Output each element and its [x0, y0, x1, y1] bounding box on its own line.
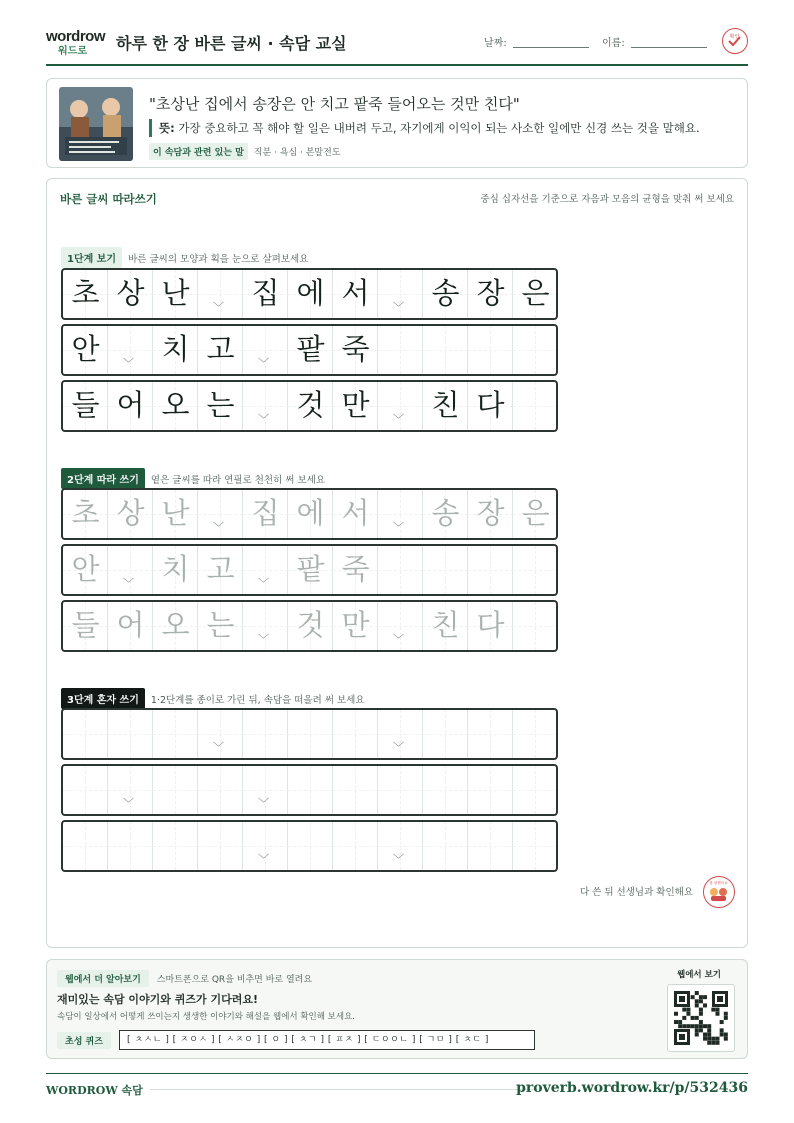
writing-cell[interactable] [153, 710, 198, 758]
writing-cell [513, 602, 558, 650]
step-3-badge: 3단계 혼자 쓰기 [61, 688, 145, 709]
writing-cell [468, 270, 513, 318]
space-mark: ﹀ [258, 633, 269, 646]
guide-character: 은 [521, 496, 550, 530]
writing-cell [153, 270, 198, 318]
writing-cell[interactable] [63, 822, 108, 870]
writing-cell [63, 270, 108, 318]
proverb-illustration [59, 87, 133, 161]
guide-character: 상 [116, 276, 145, 310]
guide-character: 장 [476, 496, 505, 530]
practice-title: 바른 글씨 따라쓰기 [60, 192, 157, 206]
writing-cell[interactable] [423, 766, 468, 814]
teacher-stamp-icon [703, 876, 735, 908]
guide-character: 은 [521, 276, 550, 310]
writing-cell [63, 546, 108, 594]
teacher-stamp-text: 참 잘했어요 [709, 881, 728, 885]
writing-cell[interactable] [108, 710, 153, 758]
writing-cell [198, 546, 243, 594]
writing-cell[interactable] [108, 766, 153, 814]
writing-cell[interactable] [378, 766, 423, 814]
writing-row [61, 488, 558, 540]
writing-cell [378, 382, 423, 430]
writing-cell [243, 546, 288, 594]
space-mark: ﹀ [393, 413, 404, 426]
footer-divider [46, 1073, 748, 1074]
writing-cell [108, 546, 153, 594]
meaning-text: 가장 중요하고 꼭 해야 할 일은 내버려 두고, 자기에게 이익이 되는 사소한 일에만 신경 쓰는 것을 말해요. [174, 121, 700, 135]
guide-character: 어 [116, 388, 145, 422]
writing-cell [333, 490, 378, 538]
page-title: 하루 한 장 바른 글씨 · 속담 교실 [116, 34, 347, 53]
writing-cell[interactable] [333, 710, 378, 758]
name-label: 이름: [602, 38, 625, 49]
step-2-desc: 옅은 글씨를 따라 연필로 천천히 써 보세요 [150, 475, 326, 486]
web-tag: 웹에서 더 알아보기 [57, 970, 149, 987]
space-mark: ﹀ [393, 521, 404, 534]
writing-cell[interactable] [108, 822, 153, 870]
quiz-box: [ ㅊㅅㄴ ] [ ㅈㅇㅅ ] [ ㅅㅈㅇ ] [ ㅇ ] [ ㅊㄱ ] [ ㅍㅈ ] [ ㄷㅇㅇㄴ ] [ ㄱㅁ ] [ ㅊㄷ ] [119, 1030, 535, 1050]
guide-character: 어 [116, 608, 145, 642]
writing-cell[interactable] [288, 822, 333, 870]
space-mark: ﹀ [213, 521, 224, 534]
qr-code-icon[interactable] [667, 984, 735, 1052]
guide-character: 난 [161, 496, 190, 530]
web-headline: 재미있는 속담 이야기와 퀴즈가 기다려요! [57, 993, 258, 1006]
footer-url[interactable]: proverb.wordrow.kr/p/532436 [516, 1080, 748, 1096]
footer-rule [150, 1089, 538, 1090]
guide-character: 오 [161, 388, 190, 422]
writing-cell[interactable] [288, 766, 333, 814]
guide-character: 송 [431, 496, 460, 530]
writing-cell [243, 602, 288, 650]
writing-row[interactable] [61, 708, 558, 760]
guide-character: 안 [71, 332, 100, 366]
guide-character: 고 [206, 552, 235, 586]
writing-cell [243, 382, 288, 430]
writing-cell [378, 602, 423, 650]
writing-cell [198, 490, 243, 538]
writing-cell[interactable] [468, 710, 513, 758]
writing-row[interactable] [61, 820, 558, 872]
writing-cell[interactable] [198, 710, 243, 758]
meaning-label: 뜻: [159, 121, 175, 135]
writing-row[interactable] [61, 764, 558, 816]
writing-cell[interactable] [243, 822, 288, 870]
writing-cell [378, 326, 423, 374]
writing-cell[interactable] [198, 766, 243, 814]
space-mark: ﹀ [393, 301, 404, 314]
writing-cell [378, 270, 423, 318]
writing-row [61, 380, 558, 432]
proverb-text: "초상난 집에서 송장은 안 치고 팥죽 들어오는 것만 친다" [149, 95, 520, 113]
writing-cell [423, 382, 468, 430]
writing-cell[interactable] [333, 766, 378, 814]
writing-cell [108, 490, 153, 538]
writing-cell [63, 602, 108, 650]
writing-cell [198, 326, 243, 374]
writing-cell [468, 490, 513, 538]
guide-character: 죽 [341, 332, 370, 366]
guide-character: 죽 [341, 552, 370, 586]
guide-character: 고 [206, 332, 235, 366]
writing-cell [513, 382, 558, 430]
writing-cell [333, 382, 378, 430]
footer-brand: WORDROW 속담 [46, 1084, 143, 1097]
guide-character: 오 [161, 608, 190, 642]
writing-cell[interactable] [198, 822, 243, 870]
writing-cell [423, 602, 468, 650]
writing-cell[interactable] [513, 710, 558, 758]
step-3-desc: 1·2단계를 종이로 가린 뒤, 속담을 떠올려 써 보세요 [150, 695, 365, 706]
guide-character: 치 [161, 332, 190, 366]
guide-character: 상 [116, 496, 145, 530]
guide-character: 장 [476, 276, 505, 310]
check-note: 다 쓴 뒤 선생님과 확인해요 [579, 887, 693, 898]
space-mark: ﹀ [123, 577, 134, 590]
guide-character: 서 [341, 496, 370, 530]
step-1-badge: 1단계 보기 [61, 247, 122, 268]
writing-cell [63, 382, 108, 430]
writing-cell [153, 326, 198, 374]
writing-row [61, 544, 558, 596]
writing-cell[interactable] [468, 766, 513, 814]
guide-character: 팥 [296, 332, 325, 366]
guide-character: 는 [206, 388, 235, 422]
logo-wordmark: wordrow [46, 28, 105, 45]
writing-cell [108, 382, 153, 430]
guide-character: 초 [71, 496, 100, 530]
space-mark: ﹀ [258, 797, 269, 810]
space-mark: ﹀ [393, 741, 404, 754]
space-mark: ﹀ [258, 413, 269, 426]
writing-cell [153, 490, 198, 538]
guide-character: 는 [206, 608, 235, 642]
writing-cell [198, 270, 243, 318]
writing-cell[interactable] [423, 822, 468, 870]
writing-cell [198, 382, 243, 430]
date-label: 날짜: [484, 38, 507, 49]
related-words [149, 143, 341, 160]
writing-cell [513, 490, 558, 538]
writing-cell[interactable] [378, 710, 423, 758]
writing-cell [288, 546, 333, 594]
logo-korean: 워드로 [58, 46, 87, 57]
step-2-label [61, 468, 325, 489]
qr-label: 웹에서 보기 [676, 970, 721, 980]
check-stamp-text: 확인 [729, 34, 740, 40]
writing-cell[interactable] [243, 710, 288, 758]
writing-row [61, 324, 558, 376]
practice-note: 중심 십자선을 기준으로 자음과 모음의 균형을 맞춰 써 보세요 [480, 194, 734, 205]
related-label: 이 속담과 관련 있는 말 [149, 143, 248, 160]
step-1-label [61, 247, 308, 268]
guide-character: 서 [341, 276, 370, 310]
guide-character: 다 [476, 388, 505, 422]
writing-cell [378, 546, 423, 594]
writing-cell[interactable] [153, 822, 198, 870]
writing-cell [378, 490, 423, 538]
web-more-card [46, 959, 748, 1059]
writing-cell [423, 326, 468, 374]
guide-character: 초 [71, 276, 100, 310]
proverb-info-card [46, 78, 748, 168]
writing-cell[interactable] [378, 822, 423, 870]
writing-cell [288, 270, 333, 318]
space-mark: ﹀ [123, 357, 134, 370]
guide-character: 만 [341, 608, 370, 642]
space-mark: ﹀ [123, 797, 134, 810]
step-2-badge: 2단계 따라 쓰기 [61, 468, 145, 489]
practice-card [46, 178, 748, 948]
writing-cell [513, 326, 558, 374]
guide-character: 들 [71, 388, 100, 422]
space-mark: ﹀ [258, 853, 269, 866]
writing-cell [153, 382, 198, 430]
web-description: 속담이 일상에서 어떻게 쓰이는지 생생한 이야기와 해설을 웹에서 확인해 보세요. [57, 1012, 355, 1022]
guide-character: 집 [251, 276, 280, 310]
writing-cell [423, 546, 468, 594]
guide-character: 들 [71, 608, 100, 642]
writing-cell [243, 326, 288, 374]
writing-cell[interactable] [288, 710, 333, 758]
writing-cell [468, 602, 513, 650]
web-tag-row [57, 970, 312, 987]
proverb-meaning [149, 119, 739, 137]
guide-character: 것 [296, 608, 325, 642]
step-1-desc: 바른 글씨의 모양과 획을 눈으로 살펴보세요 [128, 254, 309, 265]
related-list: 직분 · 욕심 · 본말전도 [253, 148, 341, 158]
writing-cell [108, 326, 153, 374]
guide-character: 집 [251, 496, 280, 530]
writing-cell [153, 602, 198, 650]
writing-cell[interactable] [513, 766, 558, 814]
step-3-label [61, 688, 365, 709]
space-mark: ﹀ [213, 301, 224, 314]
writing-cell [288, 602, 333, 650]
page-header [46, 24, 748, 66]
date-line [513, 47, 589, 48]
writing-cell [333, 602, 378, 650]
guide-character: 난 [161, 276, 190, 310]
writing-cell [333, 326, 378, 374]
guide-character: 송 [431, 276, 460, 310]
writing-cell[interactable] [333, 822, 378, 870]
writing-row [61, 600, 558, 652]
writing-cell [198, 602, 243, 650]
space-mark: ﹀ [213, 741, 224, 754]
writing-cell[interactable] [243, 766, 288, 814]
writing-cell [63, 490, 108, 538]
writing-cell[interactable] [63, 766, 108, 814]
writing-cell [513, 270, 558, 318]
wordrow-logo [46, 28, 106, 58]
writing-cell [243, 490, 288, 538]
writing-cell [153, 546, 198, 594]
writing-cell [333, 270, 378, 318]
date-field[interactable] [484, 34, 589, 49]
writing-cell [423, 270, 468, 318]
writing-cell [423, 490, 468, 538]
writing-cell[interactable] [513, 822, 558, 870]
guide-character: 에 [296, 276, 325, 310]
writing-cell [288, 326, 333, 374]
writing-cell[interactable] [63, 710, 108, 758]
writing-cell [513, 546, 558, 594]
guide-character: 다 [476, 608, 505, 642]
writing-cell [63, 326, 108, 374]
writing-cell [468, 382, 513, 430]
guide-character: 친 [431, 608, 460, 642]
writing-cell [333, 546, 378, 594]
check-stamp-icon [722, 28, 748, 54]
space-mark: ﹀ [258, 357, 269, 370]
guide-character: 것 [296, 388, 325, 422]
writing-cell[interactable] [468, 822, 513, 870]
space-mark: ﹀ [393, 853, 404, 866]
guide-character: 만 [341, 388, 370, 422]
writing-cell [108, 602, 153, 650]
guide-character: 치 [161, 552, 190, 586]
writing-row [61, 268, 558, 320]
web-tag-note: 스마트폰으로 QR을 비추면 바로 열려요 [156, 975, 313, 985]
writing-cell [288, 490, 333, 538]
writing-cell [108, 270, 153, 318]
space-mark: ﹀ [258, 577, 269, 590]
writing-cell [468, 326, 513, 374]
name-field[interactable] [602, 34, 707, 49]
guide-character: 에 [296, 496, 325, 530]
space-mark: ﹀ [393, 633, 404, 646]
quiz-label: 초성 퀴즈 [57, 1032, 111, 1049]
writing-cell[interactable] [153, 766, 198, 814]
writing-cell [468, 546, 513, 594]
writing-cell[interactable] [423, 710, 468, 758]
guide-character: 팥 [296, 552, 325, 586]
writing-cell [288, 382, 333, 430]
writing-cell [243, 270, 288, 318]
guide-character: 친 [431, 388, 460, 422]
name-line [631, 47, 707, 48]
guide-character: 안 [71, 552, 100, 586]
